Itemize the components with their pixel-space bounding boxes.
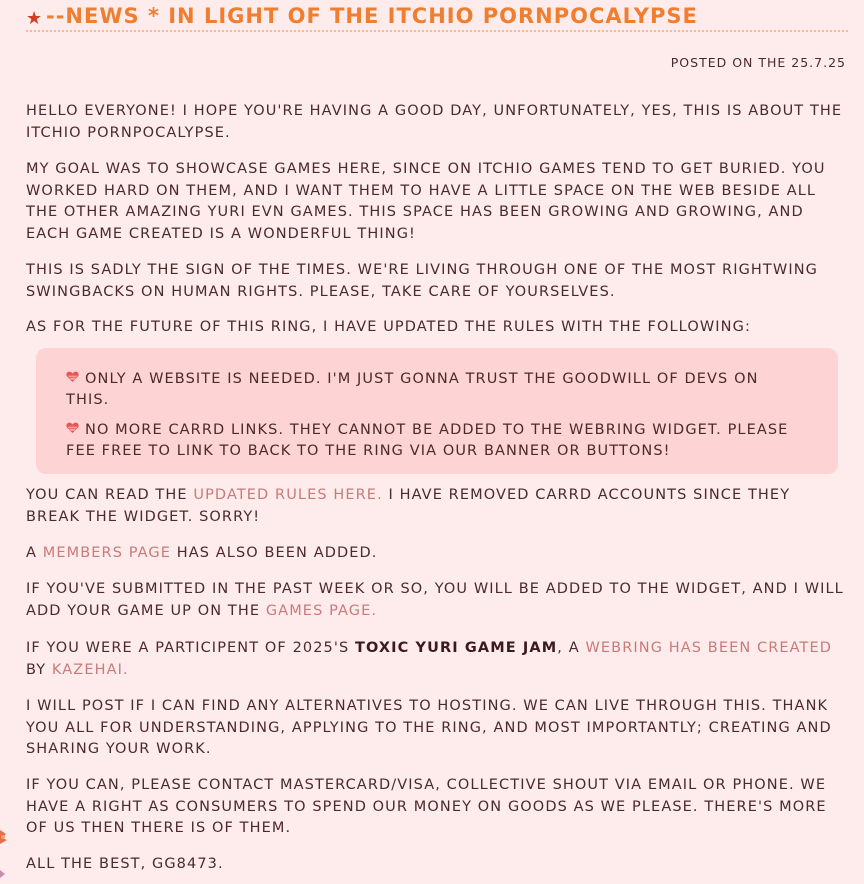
star-icon: ★ — [26, 8, 43, 29]
kazehai-link[interactable]: KAZEHAI. — [51, 661, 129, 678]
webring-created-link[interactable]: WEBRING HAS BEEN CREATED — [585, 640, 833, 656]
rule-item — [66, 420, 796, 462]
text: HAS ALSO BEEN ADDED. — [171, 545, 378, 561]
heart-icon — [66, 371, 79, 383]
paragraph-signoff: ALL THE BEST, GG8473. — [26, 856, 224, 872]
heart-icon — [66, 422, 79, 434]
post-header — [26, 2, 848, 32]
paragraph-future: AS FOR THE FUTURE OF THIS RING, I HAVE UPDATED THE RULES WITH THE FOLLOWING: — [26, 319, 751, 335]
rule-text: NO MORE CARRD LINKS. THEY CANNOT BE ADDED TO THE WEBRING WIDGET. PLEASE FEE FREE TO LINK TO BACK TO THE RING VIA OUR BANNER OR BUTTONS! — [66, 422, 789, 459]
paragraph-members — [26, 543, 846, 565]
paragraph-times: THIS IS SADLY THE SIGN OF THE TIMES. WE'RE LIVING THROUGH ONE OF THE MOST RIGHTWING SWINGBACKS ON HUMAN RIGHTS. PLEASE, TAKE CARE OF YOURSELVES. — [26, 262, 818, 300]
members-page-link[interactable]: MEMBERS PAGE — [42, 545, 171, 561]
post-title: --NEWS * IN LIGHT OF THE ITCHIO PORNPOCALYPSE — [46, 4, 698, 28]
paragraph-submitted — [26, 579, 846, 622]
flower-icon — [0, 826, 14, 850]
paragraph-goal: MY GOAL WAS TO SHOWCASE GAMES HERE, SINCE ON ITCHIO GAMES TEND TO GET BURIED. YOU WORKED HARD ON THEM, AND I WANT THEM TO HAVE A LITTLE SPACE ON THE WEB BESIDE ALL THE OTHER AMAZING YURI EVN GAMES. THIS SPACE HAS BEEN GROWING AND GROWING, AND EACH GAME CREATED IS A WONDERFUL THING! — [26, 161, 826, 242]
games-page-link[interactable]: GAMES PAGE. — [265, 602, 378, 619]
flower-icon — [0, 868, 10, 884]
rules-callout — [36, 348, 838, 474]
text: , A — [557, 640, 586, 656]
paragraph-rules-link — [26, 485, 846, 528]
text: IF YOU'VE SUBMITTED IN THE PAST WEEK OR SO, YOU WILL BE ADDED TO THE WIDGET, AND I WILL ADD YOUR GAME UP ON THE — [26, 581, 844, 619]
rule-text: ONLY A WEBSITE IS NEEDED. I'M JUST GONNA TRUST THE GOODWILL OF DEVS ON THIS. — [66, 371, 759, 408]
rule-item — [66, 369, 796, 411]
text: A — [26, 545, 43, 561]
post-date: POSTED ON THE 25.7.25 — [670, 55, 846, 70]
paragraph-intro: HELLO EVERYONE! I HOPE YOU'RE HAVING A GOOD DAY, UNFORTUNATELY, YES, THIS IS ABOUT THE ITCHIO PORNPOCALYPSE. — [26, 103, 843, 141]
paragraph-contact: IF YOU CAN, PLEASE CONTACT MASTERCARD/VISA, COLLECTIVE SHOUT VIA EMAIL OR PHONE. WE HAVE A RIGHT AS CONSUMERS TO SPEND OUR MONEY ON GOODS AS WE PLEASE. THERE'S MORE OF US THEN THERE IS OF THEM. — [26, 777, 827, 836]
text: YOU CAN READ THE — [26, 487, 194, 503]
paragraph-alternatives: I WILL POST IF I CAN FIND ANY ALTERNATIVES TO HOSTING. WE CAN LIVE THROUGH THIS. THANK YOU ALL FOR UNDERSTANDING, APPLYING TO THE RING, AND MOST IMPORTANTLY; CREATING AND SHARING YOUR WORK. — [26, 698, 832, 757]
text: IF YOU WERE A PARTICIPENT OF 2025'S — [26, 640, 355, 656]
text: BY — [26, 661, 52, 678]
text: I HAVE REMOVED CARRD ACCOUNTS SINCE THEY BREAK THE WIDGET. SORRY! — [26, 487, 791, 525]
updated-rules-link[interactable]: UPDATED RULES HERE. — [193, 487, 383, 503]
game-jam-name: TOXIC YURI GAME JAM — [354, 640, 558, 656]
paragraph-game-jam — [26, 638, 846, 681]
